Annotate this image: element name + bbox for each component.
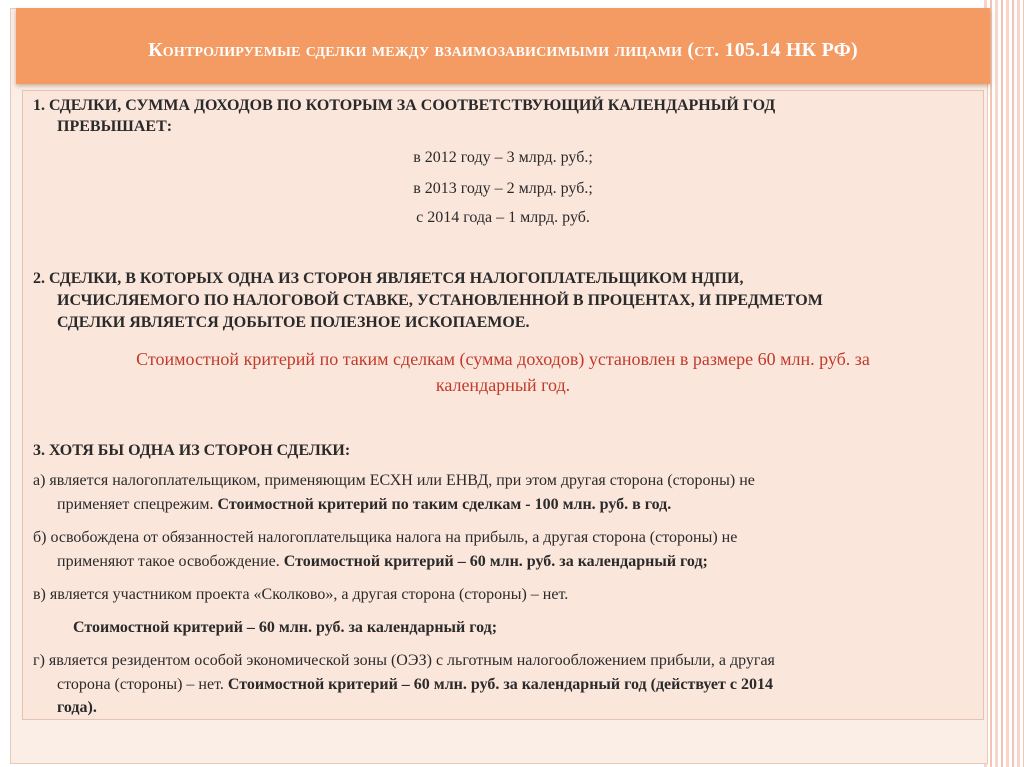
- item-b-plain: применяют такое освобождение.: [57, 553, 284, 570]
- section2-heading-line3: СДЕЛКИ ЯВЛЯЕТСЯ ДОБЫТОЕ ПОЛЕЗНОЕ ИСКОПАЕМОЕ.: [57, 314, 530, 331]
- item-a-line2: [57, 495, 671, 515]
- section2-heading-line2: ИСЧИСЛЯЕМОГО ПО НАЛОГОВОЙ СТАВКЕ, УСТАНОВЛЕННОЙ В ПРОЦЕНТАХ, И ПРЕДМЕТОМ: [57, 292, 823, 309]
- section1-item-2012: в 2012 году – 3 млрд. руб.;: [413, 149, 593, 166]
- item-a-line1: а) является налогоплательщиком, применяющим ЕСХН или ЕНВД, при этом другая сторона (стороны) не: [33, 472, 755, 489]
- section3-heading: 3. ХОТЯ БЫ ОДНА ИЗ СТОРОН СДЕЛКИ:: [33, 442, 351, 459]
- section1-item-2013: в 2013 году – 2 млрд. руб.;: [413, 180, 593, 197]
- section2-heading-line1: 2. СДЕЛКИ, В КОТОРЫХ ОДНА ИЗ СТОРОН ЯВЛЯЕТСЯ НАЛОГОПЛАТЕЛЬЩИКОМ НДПИ,: [33, 270, 744, 287]
- item-g-line2: [57, 675, 773, 695]
- item-g-line3: года).: [57, 699, 97, 716]
- item-b-line1: б) освобождена от обязанностей налогоплательщика налога на прибыль, а другая сторона (стороны) не: [33, 529, 738, 546]
- item-g-criterion: Стоимостной критерий – 60 млн. руб. за календарный год (действует с 2014: [227, 676, 773, 693]
- item-g-plain: сторона (стороны) – нет.: [57, 676, 228, 693]
- content-box: [22, 90, 984, 720]
- item-b-criterion: Стоимостной критерий – 60 млн. руб. за календарный год;: [283, 553, 708, 570]
- item-b-line2: [57, 552, 708, 572]
- item-v-criterion: Стоимостной критерий – 60 млн. руб. за календарный год;: [73, 619, 498, 636]
- section1-heading-line2: ПРЕВЫШАЕТ:: [57, 118, 173, 135]
- slide-title: Контролируемые сделки между взаимозависимыми лицами (ст. 105.14 НК РФ): [148, 38, 858, 61]
- decorative-stripes: [984, 0, 1024, 767]
- item-a-criterion: Стоимостной критерий по таким сделкам - 100 млн. руб. в год.: [217, 496, 672, 513]
- item-v-line1: в) является участником проекта «Сколково», а другая сторона (стороны) – нет.: [33, 586, 569, 603]
- title-bar: [16, 8, 990, 84]
- section1-item-2014: с 2014 года – 1 млрд. руб.: [416, 209, 590, 226]
- section2-criterion-line2: календарный год.: [435, 375, 571, 395]
- section2-criterion-line1: Стоимостной критерий по таким сделкам (сумма доходов) установлен в размере 60 млн. руб. за: [136, 349, 870, 369]
- item-a-plain: применяет спецрежим.: [57, 496, 218, 513]
- item-g-line1: г) является резидентом особой экономической зоны (ОЭЗ) с льготным налогообложением прибыли, а другая: [33, 652, 775, 669]
- section1-heading-line1: 1. СДЕЛКИ, СУММА ДОХОДОВ ПО КОТОРЫМ ЗА СООТВЕТСТВУЮЩИЙ КАЛЕНДАРНЫЙ ГОД: [33, 97, 776, 114]
